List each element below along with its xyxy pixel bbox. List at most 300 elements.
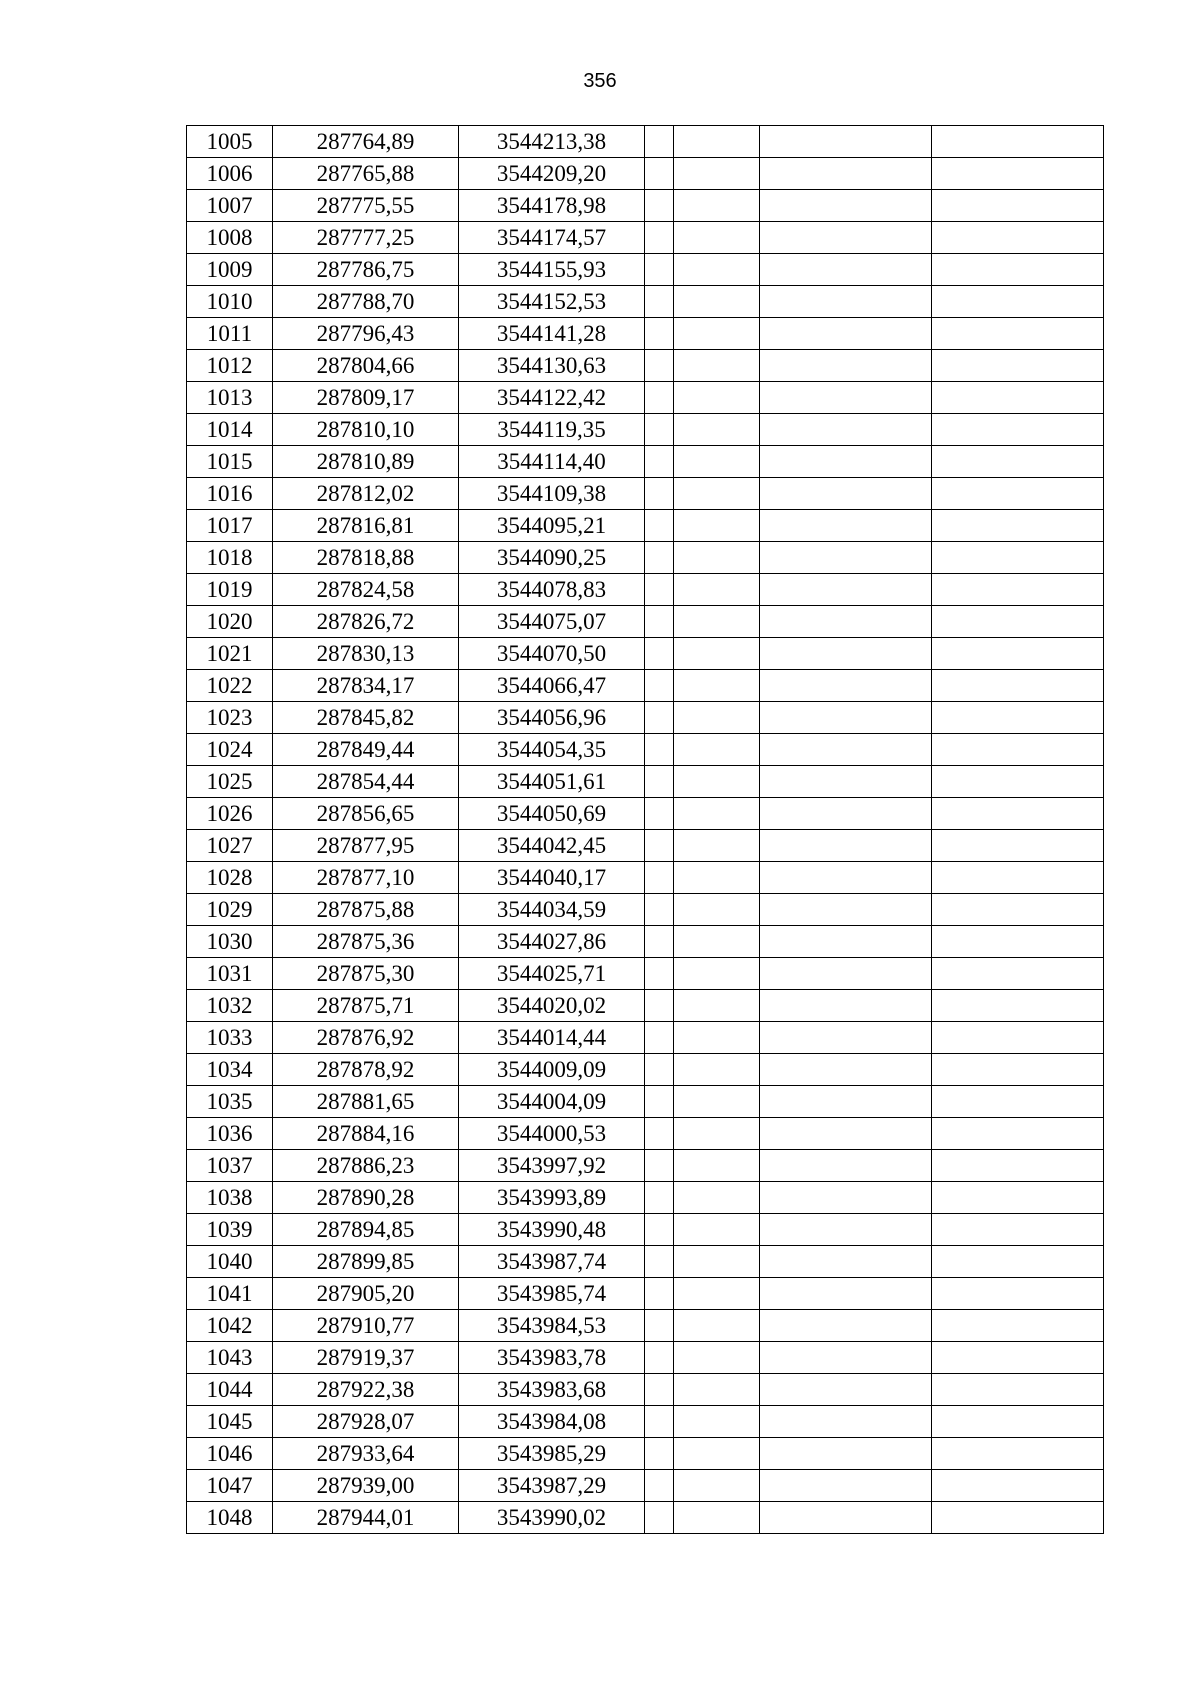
y-coordinate-cell: 3544027,86 [459, 926, 645, 958]
empty-cell [932, 1438, 1104, 1470]
empty-cell [932, 1246, 1104, 1278]
empty-cell [674, 990, 760, 1022]
y-coordinate-cell: 3544078,83 [459, 574, 645, 606]
empty-cell [932, 1502, 1104, 1534]
empty-cell [760, 734, 932, 766]
x-coordinate-cell: 287890,28 [273, 1182, 459, 1214]
empty-cell [760, 318, 932, 350]
empty-cell [674, 958, 760, 990]
empty-cell [645, 894, 674, 926]
empty-cell [645, 990, 674, 1022]
empty-cell [674, 1022, 760, 1054]
empty-cell [760, 1118, 932, 1150]
empty-cell [932, 126, 1104, 158]
empty-cell [674, 734, 760, 766]
x-coordinate-cell: 287944,01 [273, 1502, 459, 1534]
empty-cell [674, 382, 760, 414]
y-coordinate-cell: 3544178,98 [459, 190, 645, 222]
empty-cell [645, 1150, 674, 1182]
x-coordinate-cell: 287876,92 [273, 1022, 459, 1054]
table-row [187, 286, 1104, 318]
y-coordinate-cell: 3544141,28 [459, 318, 645, 350]
x-coordinate-cell: 287812,02 [273, 478, 459, 510]
empty-cell [760, 286, 932, 318]
point-number-cell: 1033 [187, 1022, 273, 1054]
empty-cell [645, 1470, 674, 1502]
empty-cell [932, 1214, 1104, 1246]
y-coordinate-cell: 3544004,09 [459, 1086, 645, 1118]
empty-cell [760, 1502, 932, 1534]
point-number-cell: 1019 [187, 574, 273, 606]
table-row [187, 542, 1104, 574]
point-number-cell: 1036 [187, 1118, 273, 1150]
x-coordinate-cell: 287845,82 [273, 702, 459, 734]
empty-cell [674, 798, 760, 830]
empty-cell [645, 414, 674, 446]
empty-cell [645, 1310, 674, 1342]
empty-cell [645, 1182, 674, 1214]
table-row [187, 254, 1104, 286]
x-coordinate-cell: 287910,77 [273, 1310, 459, 1342]
empty-cell [760, 1342, 932, 1374]
y-coordinate-cell: 3544056,96 [459, 702, 645, 734]
empty-cell [932, 1374, 1104, 1406]
point-number-cell: 1008 [187, 222, 273, 254]
empty-cell [760, 862, 932, 894]
empty-cell [674, 1406, 760, 1438]
point-number-cell: 1015 [187, 446, 273, 478]
empty-cell [932, 1470, 1104, 1502]
point-number-cell: 1039 [187, 1214, 273, 1246]
empty-cell [674, 1342, 760, 1374]
y-coordinate-cell: 3544009,09 [459, 1054, 645, 1086]
table-row [187, 1086, 1104, 1118]
empty-cell [932, 158, 1104, 190]
table-row [187, 894, 1104, 926]
empty-cell [645, 1374, 674, 1406]
empty-cell [674, 1246, 760, 1278]
y-coordinate-cell: 3543987,29 [459, 1470, 645, 1502]
table-row [187, 670, 1104, 702]
empty-cell [932, 1406, 1104, 1438]
x-coordinate-cell: 287786,75 [273, 254, 459, 286]
x-coordinate-cell: 287875,36 [273, 926, 459, 958]
table-row [187, 1054, 1104, 1086]
point-number-cell: 1046 [187, 1438, 273, 1470]
empty-cell [932, 990, 1104, 1022]
x-coordinate-cell: 287826,72 [273, 606, 459, 638]
empty-cell [932, 830, 1104, 862]
point-number-cell: 1035 [187, 1086, 273, 1118]
empty-cell [760, 766, 932, 798]
empty-cell [760, 638, 932, 670]
point-number-cell: 1047 [187, 1470, 273, 1502]
empty-cell [674, 414, 760, 446]
empty-cell [760, 1374, 932, 1406]
point-number-cell: 1030 [187, 926, 273, 958]
y-coordinate-cell: 3544051,61 [459, 766, 645, 798]
y-coordinate-cell: 3544042,45 [459, 830, 645, 862]
y-coordinate-cell: 3544152,53 [459, 286, 645, 318]
empty-cell [760, 254, 932, 286]
empty-cell [674, 542, 760, 574]
point-number-cell: 1006 [187, 158, 273, 190]
point-number-cell: 1040 [187, 1246, 273, 1278]
empty-cell [932, 638, 1104, 670]
table-row [187, 158, 1104, 190]
y-coordinate-cell: 3543983,68 [459, 1374, 645, 1406]
empty-cell [645, 830, 674, 862]
empty-cell [645, 734, 674, 766]
x-coordinate-cell: 287830,13 [273, 638, 459, 670]
empty-cell [674, 286, 760, 318]
y-coordinate-cell: 3544130,63 [459, 350, 645, 382]
table-row [187, 478, 1104, 510]
empty-cell [760, 1086, 932, 1118]
empty-cell [674, 766, 760, 798]
empty-cell [760, 926, 932, 958]
empty-cell [645, 382, 674, 414]
empty-cell [760, 190, 932, 222]
point-number-cell: 1034 [187, 1054, 273, 1086]
empty-cell [932, 350, 1104, 382]
x-coordinate-cell: 287854,44 [273, 766, 459, 798]
y-coordinate-cell: 3544070,50 [459, 638, 645, 670]
empty-cell [932, 382, 1104, 414]
empty-cell [674, 478, 760, 510]
empty-cell [645, 926, 674, 958]
empty-cell [760, 1278, 932, 1310]
point-number-cell: 1028 [187, 862, 273, 894]
y-coordinate-cell: 3544014,44 [459, 1022, 645, 1054]
x-coordinate-cell: 287884,16 [273, 1118, 459, 1150]
empty-cell [674, 1502, 760, 1534]
empty-cell [760, 830, 932, 862]
table-row [187, 1022, 1104, 1054]
empty-cell [674, 574, 760, 606]
empty-cell [645, 158, 674, 190]
x-coordinate-cell: 287796,43 [273, 318, 459, 350]
empty-cell [645, 1054, 674, 1086]
empty-cell [645, 574, 674, 606]
x-coordinate-cell: 287856,65 [273, 798, 459, 830]
empty-cell [932, 574, 1104, 606]
x-coordinate-cell: 287809,17 [273, 382, 459, 414]
table-row [187, 638, 1104, 670]
empty-cell [674, 606, 760, 638]
table-row [187, 1182, 1104, 1214]
y-coordinate-cell: 3544025,71 [459, 958, 645, 990]
point-number-cell: 1041 [187, 1278, 273, 1310]
empty-cell [674, 1278, 760, 1310]
point-number-cell: 1014 [187, 414, 273, 446]
empty-cell [674, 1310, 760, 1342]
y-coordinate-cell: 3544034,59 [459, 894, 645, 926]
x-coordinate-cell: 287922,38 [273, 1374, 459, 1406]
point-number-cell: 1017 [187, 510, 273, 542]
table-row [187, 318, 1104, 350]
y-coordinate-cell: 3543993,89 [459, 1182, 645, 1214]
empty-cell [932, 286, 1104, 318]
table-row [187, 1342, 1104, 1374]
table-row [187, 1246, 1104, 1278]
empty-cell [932, 254, 1104, 286]
empty-cell [760, 574, 932, 606]
empty-cell [645, 1342, 674, 1374]
empty-cell [674, 1118, 760, 1150]
empty-cell [645, 1022, 674, 1054]
empty-cell [674, 1214, 760, 1246]
x-coordinate-cell: 287849,44 [273, 734, 459, 766]
empty-cell [645, 862, 674, 894]
x-coordinate-cell: 287804,66 [273, 350, 459, 382]
x-coordinate-cell: 287899,85 [273, 1246, 459, 1278]
empty-cell [674, 222, 760, 254]
empty-cell [760, 1470, 932, 1502]
coordinates-table-body [187, 126, 1104, 1534]
empty-cell [674, 1182, 760, 1214]
x-coordinate-cell: 287875,30 [273, 958, 459, 990]
table-row [187, 446, 1104, 478]
empty-cell [674, 190, 760, 222]
empty-cell [674, 318, 760, 350]
empty-cell [674, 1054, 760, 1086]
empty-cell [760, 1022, 932, 1054]
x-coordinate-cell: 287939,00 [273, 1470, 459, 1502]
y-coordinate-cell: 3544000,53 [459, 1118, 645, 1150]
y-coordinate-cell: 3544050,69 [459, 798, 645, 830]
point-number-cell: 1021 [187, 638, 273, 670]
empty-cell [760, 1438, 932, 1470]
y-coordinate-cell: 3544109,38 [459, 478, 645, 510]
point-number-cell: 1013 [187, 382, 273, 414]
x-coordinate-cell: 287818,88 [273, 542, 459, 574]
y-coordinate-cell: 3544040,17 [459, 862, 645, 894]
table-row [187, 702, 1104, 734]
x-coordinate-cell: 287875,88 [273, 894, 459, 926]
empty-cell [932, 1150, 1104, 1182]
empty-cell [645, 702, 674, 734]
table-row [187, 414, 1104, 446]
point-number-cell: 1042 [187, 1310, 273, 1342]
empty-cell [674, 702, 760, 734]
empty-cell [932, 606, 1104, 638]
empty-cell [760, 446, 932, 478]
y-coordinate-cell: 3543990,02 [459, 1502, 645, 1534]
empty-cell [932, 318, 1104, 350]
empty-cell [932, 446, 1104, 478]
y-coordinate-cell: 3544066,47 [459, 670, 645, 702]
empty-cell [674, 510, 760, 542]
point-number-cell: 1023 [187, 702, 273, 734]
empty-cell [760, 414, 932, 446]
x-coordinate-cell: 287878,92 [273, 1054, 459, 1086]
empty-cell [645, 350, 674, 382]
point-number-cell: 1031 [187, 958, 273, 990]
empty-cell [760, 894, 932, 926]
y-coordinate-cell: 3544119,35 [459, 414, 645, 446]
empty-cell [645, 670, 674, 702]
empty-cell [760, 158, 932, 190]
empty-cell [760, 478, 932, 510]
empty-cell [645, 1406, 674, 1438]
empty-cell [932, 1278, 1104, 1310]
table-row [187, 1470, 1104, 1502]
coordinates-table [186, 125, 1104, 1534]
empty-cell [645, 510, 674, 542]
empty-cell [645, 318, 674, 350]
x-coordinate-cell: 287905,20 [273, 1278, 459, 1310]
x-coordinate-cell: 287810,89 [273, 446, 459, 478]
x-coordinate-cell: 287933,64 [273, 1438, 459, 1470]
empty-cell [645, 1438, 674, 1470]
table-row [187, 958, 1104, 990]
point-number-cell: 1044 [187, 1374, 273, 1406]
point-number-cell: 1018 [187, 542, 273, 574]
empty-cell [645, 126, 674, 158]
empty-cell [674, 1374, 760, 1406]
y-coordinate-cell: 3543984,53 [459, 1310, 645, 1342]
y-coordinate-cell: 3544155,93 [459, 254, 645, 286]
empty-cell [645, 1246, 674, 1278]
empty-cell [760, 606, 932, 638]
empty-cell [932, 862, 1104, 894]
y-coordinate-cell: 3543985,74 [459, 1278, 645, 1310]
empty-cell [674, 350, 760, 382]
y-coordinate-cell: 3544114,40 [459, 446, 645, 478]
table-row [187, 190, 1104, 222]
x-coordinate-cell: 287777,25 [273, 222, 459, 254]
empty-cell [760, 798, 932, 830]
table-row [187, 510, 1104, 542]
empty-cell [760, 1310, 932, 1342]
x-coordinate-cell: 287816,81 [273, 510, 459, 542]
table-row [187, 830, 1104, 862]
point-number-cell: 1029 [187, 894, 273, 926]
empty-cell [645, 190, 674, 222]
empty-cell [760, 958, 932, 990]
x-coordinate-cell: 287928,07 [273, 1406, 459, 1438]
y-coordinate-cell: 3544174,57 [459, 222, 645, 254]
point-number-cell: 1010 [187, 286, 273, 318]
empty-cell [645, 638, 674, 670]
empty-cell [932, 1118, 1104, 1150]
point-number-cell: 1011 [187, 318, 273, 350]
empty-cell [932, 1310, 1104, 1342]
empty-cell [932, 414, 1104, 446]
empty-cell [674, 158, 760, 190]
x-coordinate-cell: 287775,55 [273, 190, 459, 222]
x-coordinate-cell: 287877,10 [273, 862, 459, 894]
empty-cell [674, 830, 760, 862]
y-coordinate-cell: 3543983,78 [459, 1342, 645, 1374]
empty-cell [932, 1054, 1104, 1086]
y-coordinate-cell: 3544213,38 [459, 126, 645, 158]
point-number-cell: 1005 [187, 126, 273, 158]
empty-cell [932, 894, 1104, 926]
point-number-cell: 1037 [187, 1150, 273, 1182]
empty-cell [932, 670, 1104, 702]
point-number-cell: 1045 [187, 1406, 273, 1438]
point-number-cell: 1007 [187, 190, 273, 222]
point-number-cell: 1038 [187, 1182, 273, 1214]
empty-cell [674, 1150, 760, 1182]
empty-cell [645, 286, 674, 318]
empty-cell [760, 350, 932, 382]
empty-cell [932, 1022, 1104, 1054]
empty-cell [645, 1502, 674, 1534]
table-row [187, 734, 1104, 766]
empty-cell [674, 1470, 760, 1502]
table-row [187, 1118, 1104, 1150]
table-row [187, 126, 1104, 158]
point-number-cell: 1026 [187, 798, 273, 830]
empty-cell [674, 894, 760, 926]
empty-cell [932, 798, 1104, 830]
table-row [187, 382, 1104, 414]
point-number-cell: 1043 [187, 1342, 273, 1374]
empty-cell [932, 702, 1104, 734]
table-row [187, 1214, 1104, 1246]
x-coordinate-cell: 287834,17 [273, 670, 459, 702]
x-coordinate-cell: 287875,71 [273, 990, 459, 1022]
y-coordinate-cell: 3543997,92 [459, 1150, 645, 1182]
x-coordinate-cell: 287765,88 [273, 158, 459, 190]
x-coordinate-cell: 287810,10 [273, 414, 459, 446]
table-row [187, 766, 1104, 798]
table-row [187, 574, 1104, 606]
empty-cell [932, 926, 1104, 958]
empty-cell [760, 1214, 932, 1246]
empty-cell [645, 254, 674, 286]
empty-cell [760, 126, 932, 158]
point-number-cell: 1016 [187, 478, 273, 510]
y-coordinate-cell: 3543987,74 [459, 1246, 645, 1278]
empty-cell [760, 1246, 932, 1278]
x-coordinate-cell: 287824,58 [273, 574, 459, 606]
x-coordinate-cell: 287886,23 [273, 1150, 459, 1182]
empty-cell [674, 254, 760, 286]
empty-cell [760, 1182, 932, 1214]
empty-cell [645, 1278, 674, 1310]
empty-cell [645, 1214, 674, 1246]
table-row [187, 1150, 1104, 1182]
table-row [187, 222, 1104, 254]
table-row [187, 1278, 1104, 1310]
empty-cell [674, 926, 760, 958]
y-coordinate-cell: 3544054,35 [459, 734, 645, 766]
point-number-cell: 1032 [187, 990, 273, 1022]
y-coordinate-cell: 3544122,42 [459, 382, 645, 414]
empty-cell [760, 670, 932, 702]
empty-cell [760, 990, 932, 1022]
y-coordinate-cell: 3544020,02 [459, 990, 645, 1022]
empty-cell [674, 862, 760, 894]
empty-cell [645, 542, 674, 574]
point-number-cell: 1012 [187, 350, 273, 382]
x-coordinate-cell: 287764,89 [273, 126, 459, 158]
empty-cell [760, 510, 932, 542]
empty-cell [760, 222, 932, 254]
empty-cell [760, 1406, 932, 1438]
y-coordinate-cell: 3543984,08 [459, 1406, 645, 1438]
empty-cell [932, 222, 1104, 254]
table-row [187, 606, 1104, 638]
empty-cell [932, 190, 1104, 222]
y-coordinate-cell: 3543990,48 [459, 1214, 645, 1246]
empty-cell [760, 1054, 932, 1086]
x-coordinate-cell: 287894,85 [273, 1214, 459, 1246]
